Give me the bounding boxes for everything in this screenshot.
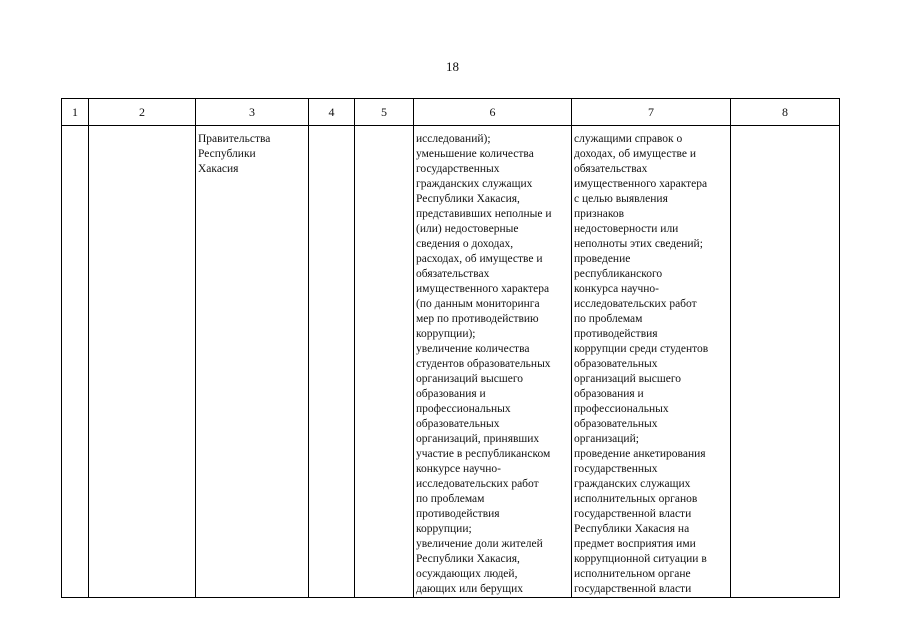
text-line: профессиональных [574, 403, 669, 415]
cell-col-2 [89, 126, 196, 598]
header-cell-7: 7 [572, 99, 731, 126]
text-line: организаций, принявших [416, 433, 540, 445]
text-line: предмет восприятия ими [574, 538, 696, 550]
responsible-executor-text [196, 126, 308, 177]
text-line: обязательствах [416, 268, 490, 280]
text-line: проведение анкетирования [574, 448, 706, 460]
text-line: осуждающих людей, [416, 568, 518, 580]
text-line: Республики Хакасия, [416, 193, 520, 205]
text-line: увеличение количества [416, 343, 530, 355]
text-line: Правительства [198, 133, 271, 145]
table-header-row [62, 99, 840, 126]
cell-col-6 [414, 126, 572, 598]
measures-text [572, 126, 730, 597]
text-line: государственной власти [574, 508, 692, 520]
text-line: мер по противодействию [416, 313, 539, 325]
text-line: коррупции; [416, 523, 472, 535]
text-line: республиканского [574, 268, 663, 280]
text-line: обязательствах [574, 163, 648, 175]
header-cell-5: 5 [355, 99, 414, 126]
text-line: образовательных [574, 358, 658, 370]
cell-col-1 [62, 126, 89, 598]
text-line: противодействия [574, 328, 658, 340]
table-row [62, 126, 840, 598]
text-line: (по данным мониторинга [416, 298, 540, 310]
expected-results-text [414, 126, 571, 597]
text-line: исследовательских работ [574, 298, 697, 310]
text-line: Республики Хакасия, [416, 553, 520, 565]
text-line: конкурсе научно- [416, 463, 501, 475]
cell-col-5 [355, 126, 414, 598]
header-cell-2: 2 [89, 99, 196, 126]
text-line: образования и [574, 388, 644, 400]
page-number: 18 [446, 59, 459, 74]
cell-col-4 [309, 126, 355, 598]
text-line: Хакасия [198, 163, 239, 175]
text-line: исполнительном органе [574, 568, 691, 580]
text-line: государственных [416, 163, 500, 175]
text-line: государственной власти [574, 583, 692, 595]
text-line: (или) недостоверные [416, 223, 519, 235]
text-line: неполноты этих сведений; [574, 238, 703, 250]
text-line: уменьшение количества [416, 148, 534, 160]
text-line: доходах, об имуществе и [574, 148, 697, 160]
header-cell-4: 4 [309, 99, 355, 126]
text-line: организаций; [574, 433, 639, 445]
text-line: образовательных [574, 418, 658, 430]
text-line: дающих или берущих [416, 583, 524, 595]
text-line: по проблемам [574, 313, 643, 325]
header-cell-8: 8 [731, 99, 840, 126]
text-line: участие в республиканском [416, 448, 551, 460]
text-line: Республики Хакасия на [574, 523, 690, 535]
text-line: по проблемам [416, 493, 485, 505]
text-line: Республики [198, 148, 256, 160]
header-cell-6: 6 [414, 99, 572, 126]
text-line: конкурса научно- [574, 283, 659, 295]
text-line: исследований); [416, 133, 491, 145]
text-line: образовательных [416, 418, 500, 430]
cell-col-7 [572, 126, 731, 598]
cell-col-8 [731, 126, 840, 598]
text-line: гражданских служащих [574, 478, 691, 490]
text-line: с целью выявления [574, 193, 668, 205]
text-line: имущественного характера [416, 283, 550, 295]
text-line: сведения о доходах, [416, 238, 514, 250]
text-line: государственных [574, 463, 658, 475]
text-line: коррупции); [416, 328, 476, 340]
text-line: коррупционной ситуации в [574, 553, 707, 565]
text-line: исполнительных органов [574, 493, 698, 505]
text-line: образования и [416, 388, 486, 400]
header-cell-1: 1 [62, 99, 89, 126]
header-cell-3: 3 [196, 99, 309, 126]
document-table [61, 98, 840, 598]
text-line: организаций высшего [574, 373, 682, 385]
text-line: профессиональных [416, 403, 511, 415]
text-line: представивших неполные и [416, 208, 552, 220]
text-line: служащими справок о [574, 133, 683, 145]
text-line: организаций высшего [416, 373, 524, 385]
text-line: студентов образовательных [416, 358, 551, 370]
text-line: недостоверности или [574, 223, 679, 235]
text-line: расходах, об имуществе и [416, 253, 543, 265]
text-line: имущественного характера [574, 178, 708, 190]
text-line: гражданских служащих [416, 178, 533, 190]
cell-col-3 [196, 126, 309, 598]
text-line: проведение [574, 253, 631, 265]
text-line: увеличение доли жителей [416, 538, 543, 550]
text-line: противодействия [416, 508, 500, 520]
text-line: признаков [574, 208, 625, 220]
text-line: коррупции среди студентов [574, 343, 709, 355]
text-line: исследовательских работ [416, 478, 539, 490]
